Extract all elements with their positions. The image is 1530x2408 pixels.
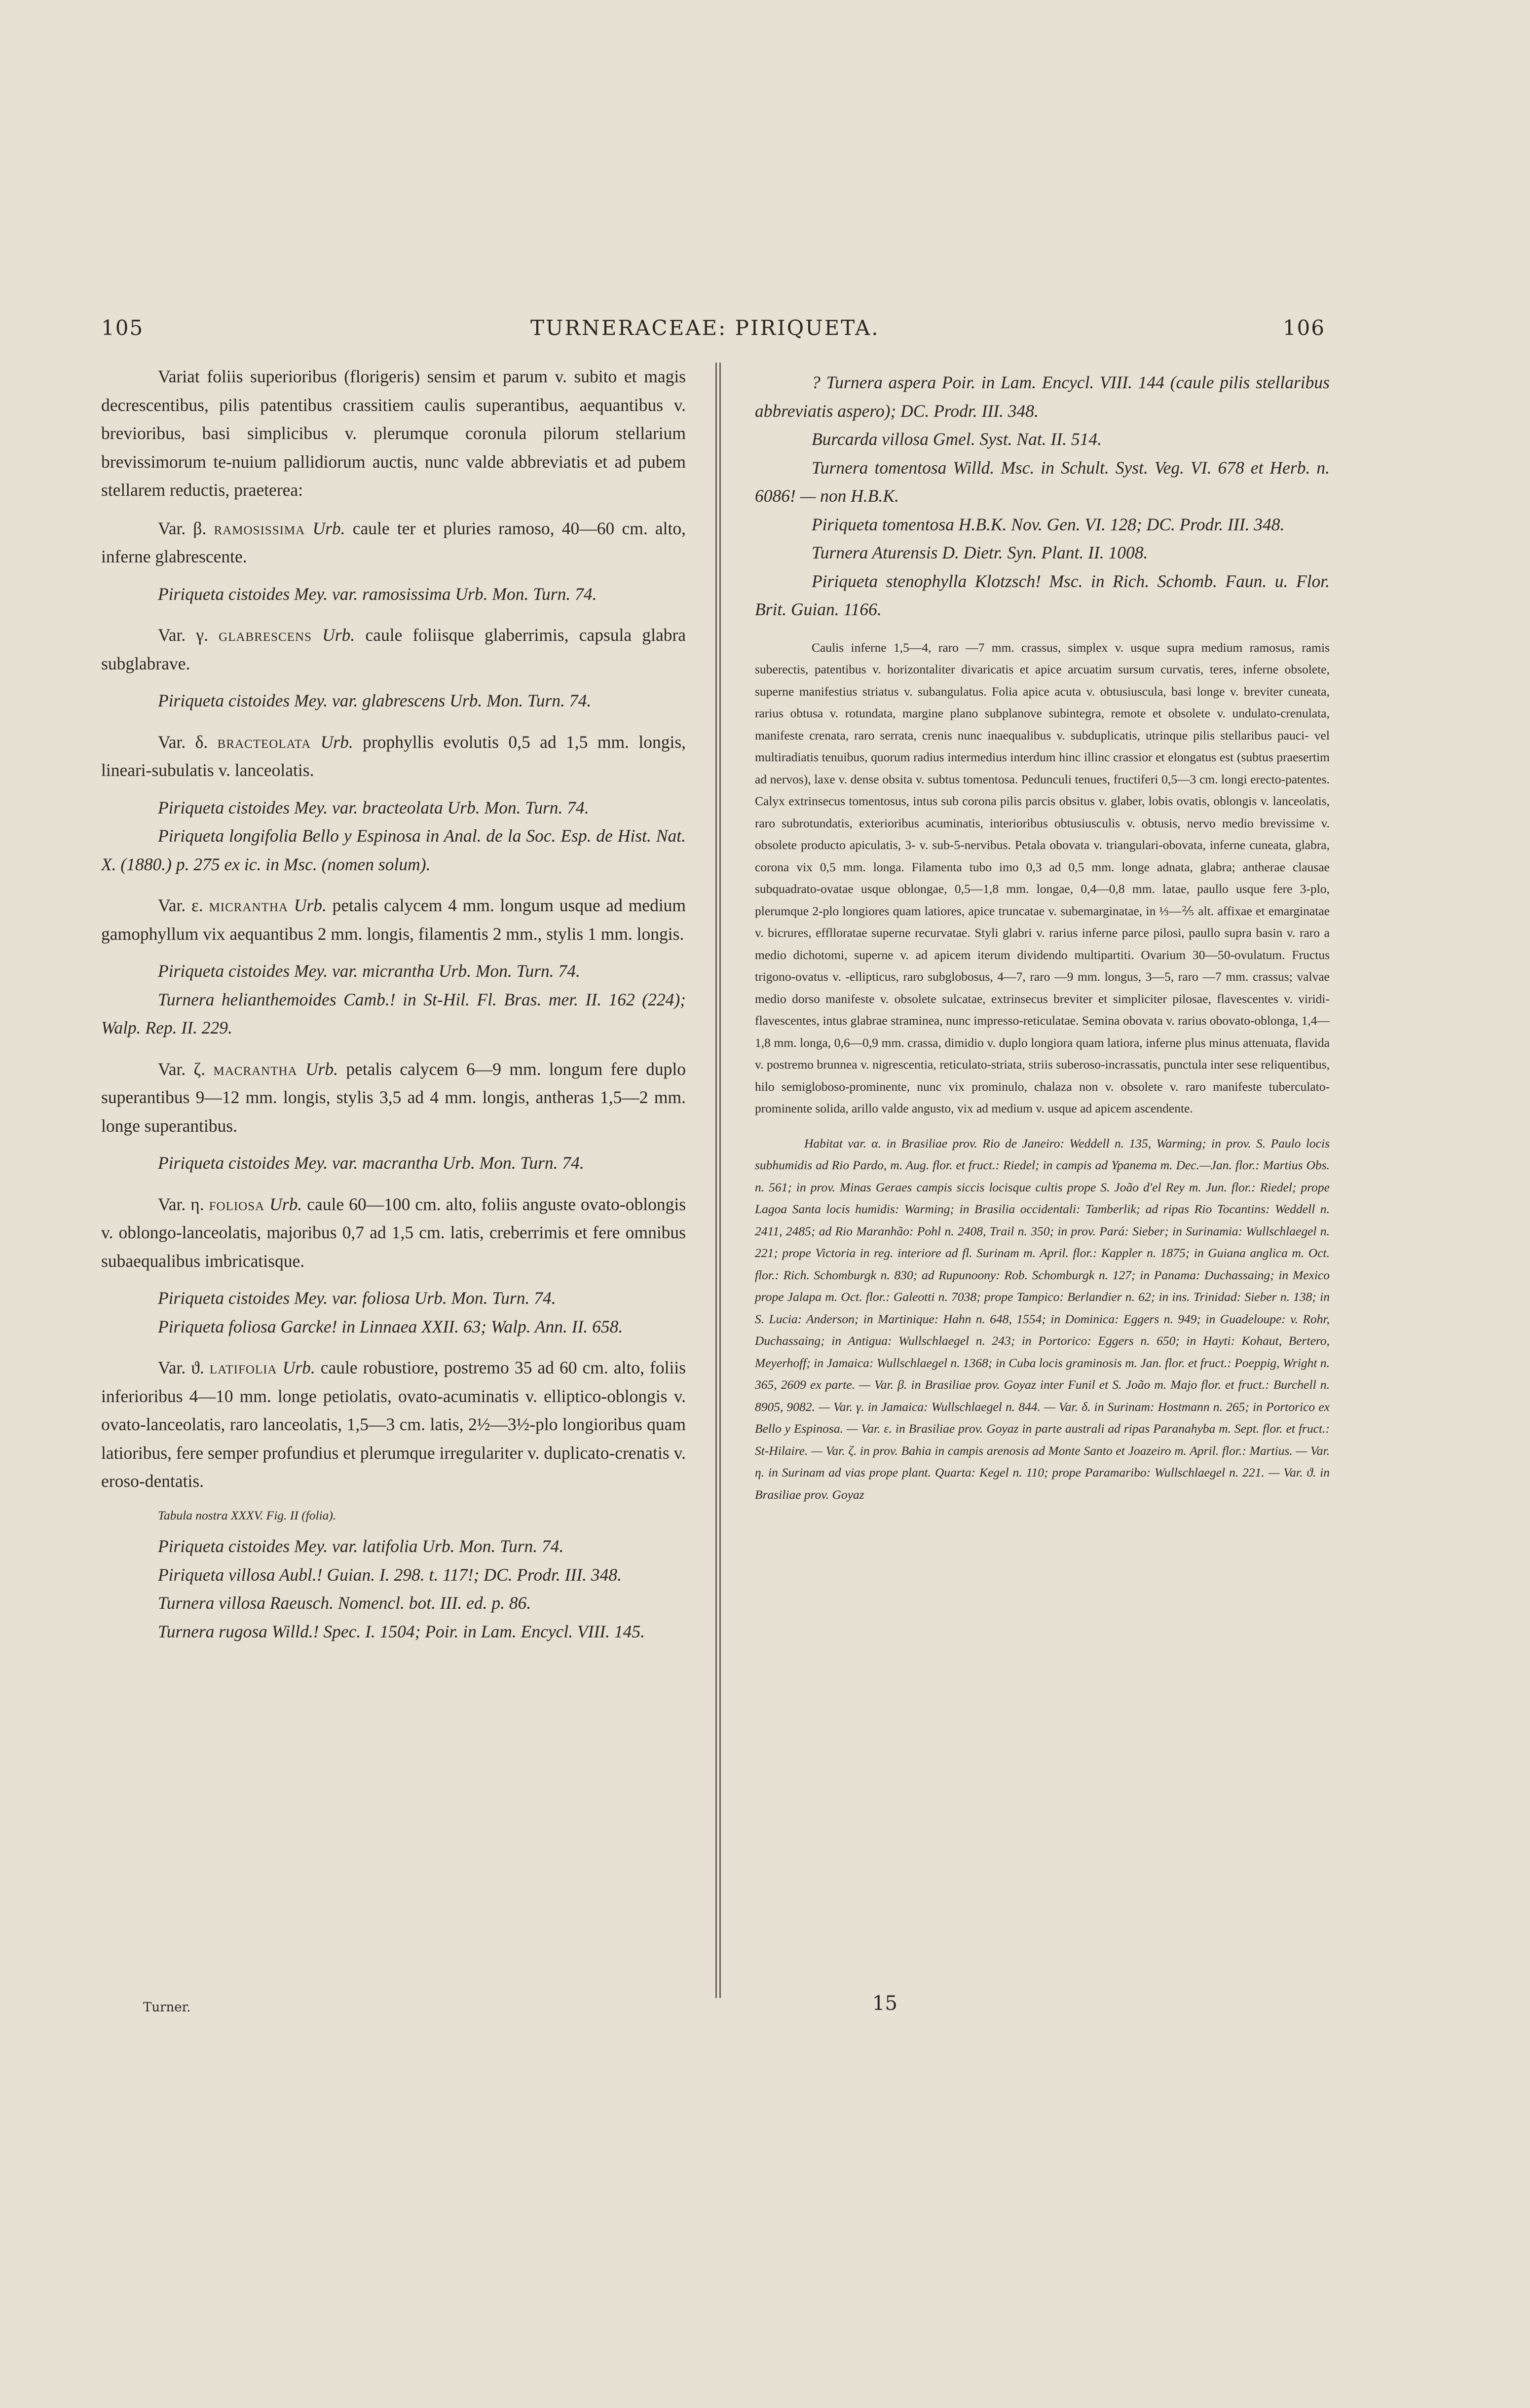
description-block <box>755 637 1330 1120</box>
description-paragraph: Caulis inferne 1,5—4, raro —7 mm. crassus, simplex v. usque supra medium ramosus, ramis suberectis, patentibus v. horizontaliter divaricatis et apice arcuatim sursum curvatis, teres, inferne obsolete, superne manifestius striatus v. subangulatus. Folia apice acuta v. obtusiuscula, basi longe v. breviter cuneata, rarius obtusa v. rotundata, margine plano subplanove subintegra, remote et obsolete v. undulato-crenulata, manifeste crenata, raro serrata, crenis nunc inaequalibus v. subduplicatis, utrinque pilis stellaribus pauci- vel multiradiatis tenuibus, quorum radius intermedius interdum hinc illinc crassior et elongatus est (subtus praesertim ad nervos), laxe v. dense obsita v. subtus tomentosa. Pedunculi tenues, fructiferi 0,5—3 cm. longi erecto-patentes. Calyx extrinsecus tomentosus, intus sub corona pilis parcis obsitus v. glaber, lobis ovatis, oblongis v. lanceolatis, raro subrotundatis, exterioribus acuminatis, interioribus obtusiusculis v. obtusis, nervo medio brevissime v. obsolete producto apiculatis, 3- v. sub-5-nervibus. Petala obovata v. triangulari-obovata, inferne cuneata, glabra, corona vix 0,5 mm. longa. Filamenta tubo imo 0,3 ad 0,5 mm. longe adnata, glabra; antherae clausae subquadrato-ovatae usque oblongae, 0,5—1,8 mm. longae, 0,4—0,8 mm. latae, paullo usque fere 3-plo, plerumque 2-plo longiores quam latiores, apice truncatae v. subemarginatae, in ⅓—⅖ alt. affixae et emarginatae v. bicrures, efflloratae superne recurvatae. Styli glabri v. rarius inferne parce pilosi, paullo supra basin v. raro a medio dichotomi, superne v. ad apicem iterum dividendo multipartiti. Ovarium 30—50-ovulatum. Fructus trigono-ovatus v. -ellipticus, raro subglobosus, 4—7, raro —9 mm. longus, 3—5, raro —7 mm. crassus; valvae medio dorso manifeste v. obsolete sulcatae, extrinsecus breviter et simpliciter pilosae, flavescentes v. viridi-flavescentes, intus glabrae straminea, nunc impresso-reticulatae. Semina obovata v. rarius obovato-oblonga, 1,4—1,8 mm. longa, 0,6—0,9 mm. crassa, dimidio v. duplo longiora quam latiora, inferne plus minus attenuata, flavida v. postremo brunnea v. nigrescentia, reticulato-striata, striis suberoso-incrassatis, punctula inter sese reliquentibus, hilo semigloboso-prominente, nunc vix prominulo, chalaza non v. obsolete v. raro manifeste tuberculato-prominente solida, arillo valde angusto, vix ad medium v. usque ad apicem ascendente. <box>755 640 1330 1115</box>
synonym-entry: Piriqueta cistoides Mey. var. foliosa Urb. Mon. Turn. 74. <box>158 1288 556 1308</box>
variety-paragraph <box>101 1190 686 1276</box>
synonym-entry: Piriqueta longifolia Bello y Espinosa in Anal. de la Soc. Esp. de Hist. Nat. X. (1880.) p. 275 ex ic. in Msc. (nomen solum). <box>101 826 686 874</box>
variety-name: macrantha <box>213 1059 298 1079</box>
synonym-entry: Turnera tomentosa Willd. Msc. in Schult. Syst. Veg. VI. 678 et Herb. n. 6086! — non H.B.K. <box>755 457 1330 506</box>
synonym-entry: Turnera helianthemoides Camb.! in St-Hil. Fl. Bras. mer. II. 162 (224); Walp. Rep. II. 229. <box>101 989 686 1037</box>
plate-reference: Tabula nostra XXXV. Fig. II (folia). <box>158 1508 336 1522</box>
variety-description: caule foliisque glaberrimis, capsula glabra subglabrave. <box>101 625 686 673</box>
variety-author: Urb. <box>294 895 327 915</box>
synonym-list <box>755 369 1330 624</box>
variety-letter: Var. ε. <box>158 895 203 915</box>
varieties-list <box>101 515 686 1646</box>
variety-synonyms <box>101 580 686 609</box>
variety-description: caule robustiore, postremo 35 ad 60 cm. alto, foliis inferioribus 4—10 mm. longe petiolatis, ovato-acuminatis v. elliptico-oblongis v. ovato-lanceolatis, raro lanceolatis, 1,5—3 cm. latis, 2½—3½-plo longioribus quam latioribus, fere semper profundius et plerumque irregulariter v. duplicato-crenatis v. eroso-dentatis. <box>101 1358 686 1491</box>
variety-name: glabrescens <box>219 625 312 645</box>
variety-description: petalis calycem 6—9 mm. longum fere duplo superantibus 9—12 mm. longis, stylis 3,5 ad 4 mm. longis, antheras 1,5—2 mm. longe superantibus. <box>101 1059 686 1136</box>
variety-synonyms <box>101 1149 686 1178</box>
variety-description: prophyllis evolutis 0,5 ad 1,5 mm. longis, lineari-subulatis v. lanceolatis. <box>101 732 686 780</box>
synonym-entry: Piriqueta cistoides Mey. var. glabrescens Urb. Mon. Turn. 74. <box>158 691 592 710</box>
right-column <box>755 363 1330 1515</box>
variety-name: ramosissima <box>214 518 305 538</box>
intro-paragraph: Variat foliis superioribus (florigeris) sensim et parum v. subito et magis decrescentibus, pilis patentibus crassitiem caulis superantibus, aequantibus v. brevioribus, basi simplicibus v. plerumque coronula pilorum stellarium brevissimorum te-nuium pallidiorum auctis, nunc valde abbreviatis et ad pubem stellarem reductis, praeterea: <box>101 367 686 500</box>
synonym-entry: Piriqueta stenophylla Klotzsch! Msc. in Rich. Schomb. Faun. u. Flor. Brit. Guian. 1166. <box>755 571 1330 619</box>
variety-synonyms <box>101 1505 686 1646</box>
variety-paragraph <box>101 1055 686 1141</box>
footer-printer: Turner. <box>143 2000 191 2015</box>
variety-synonyms <box>101 794 686 879</box>
habitat-paragraph: Habitat var. α. in Brasiliae prov. Rio de Janeiro: Weddell n. 135, Warming; in prov. S. Paulo locis subhumidis ad Rio Pardo, m. Aug. flor. et fruct.: Riedel; in campis ad Ypanema m. Dec.—Jan. flor.: Martius Obs. n. 561; in prov. Minas Geraes campis siccis locisque cultis prope S. João d'el Rey m. Jun. flor.: Riedel; prope Lagoa Santa locis humidis: Warming; in Brasilia occidentali: Tamberlik; ad ripas Rio Tocantins: Weddell n. 2411, 2485; ad Rio Maranhão: Pohl n. 2408, Trail n. 350; in prov. Pará: Sieber; in Surinamia: Wullschlaegel n. 221; prope Victoria in reg. interiore ad fl. Surinam m. April. flor.: Kappler n. 1875; in Guiana anglica m. Oct. flor.: Rich. Schomburgk n. 830; ad Rupunoony: Rob. Schomburgk n. 127; in Panama: Duchassaing; in Mexico prope Jalapa m. Oct. flor.: Galeotti n. 7038; prope Tampico: Berlandier n. 62; in ins. Trinidad: Sieber n. 138; in S. Lucia: Anderson; in Martinique: Hahn n. 648, 1554; in Dominica: Eggers n. 949; in Guadeloupe: v. Rohr, Duchassaing; in Antigua: Wullschlaegel n. 243; in Portorico: Eggers n. 650; in Hayti: Kohaut, Bertero, Meyerhoff; in Jamaica: Wullschlaegel n. 1368; in Cuba locis graminosis m. Jan. flor. et fruct.: Poeppig, Wright n. 365, 2609 ex parte. — Var. β. in Brasiliae prov. Goyaz inter Funil et S. João m. Majo flor. et fruct.: Burchell n. 8905, 9082. — Var. γ. in Jamaica: Wullschlaegel n. 844. — Var. δ. in Surinam: Hostmann n. 265; in Portorico ex Bello y Espinosa. — Var. ε. in Brasiliae prov. Goyaz in parte australi ad ripas Paranahyba m. Sept. flor. et fruct.: St-Hilaire. — Var. ζ. in prov. Bahia in campis arenosis ad Monte Santo et Joazeiro m. April. flor.: Martius. — Var. η. in Surinam ad vias prope plant. Quarta: Kegel n. 110; prope Paramaribo: Wullschlaegel n. 221. — Var. ϑ. in Brasiliae prov. Goyaz <box>755 1136 1330 1502</box>
running-title: TURNERACEAE: PIRIQUETA. <box>530 316 880 340</box>
variety-description: petalis calycem 4 mm. longum usque ad medium gamophyllum vix aequantibus 2 mm. longis, filamentis 2 mm., stylis 1 mm. longis. <box>101 895 686 944</box>
variety-name: latifolia <box>209 1358 277 1377</box>
synonym-entry: Piriqueta cistoides Mey. var. macrantha Urb. Mon. Turn. 74. <box>158 1153 584 1173</box>
variety-letter: Var. β. <box>158 518 207 538</box>
variety-letter: Var. ζ. <box>158 1059 206 1079</box>
synonym-entry: Turnera villosa Raeusch. Nomencl. bot. III. ed. p. 86. <box>158 1593 531 1613</box>
signature-mark: 15 <box>872 1992 897 2015</box>
column-divider-left <box>715 363 717 1998</box>
variety-description: caule 60—100 cm. alto, foliis anguste ovato-oblongis v. oblongo-lanceolatis, majoribus 0,7 ad 1,5 cm. latis, creberrimis et fere omnibus subaequalibus imbricatisque. <box>101 1194 686 1271</box>
synonym-entry: Turnera Aturensis D. Dietr. Syn. Plant. II. 1008. <box>812 543 1148 562</box>
variety-author: Urb. <box>269 1194 302 1214</box>
left-column <box>101 363 686 1659</box>
variety-author: Urb. <box>320 732 353 752</box>
synonym-entry: ? Turnera aspera Poir. in Lam. Encycl. VIII. 144 (caule pilis stellaribus abbreviatis aspero); DC. Prodr. III. 348. <box>755 372 1330 421</box>
variety-author: Urb. <box>305 1059 338 1079</box>
synonym-entry: Piriqueta cistoides Mey. var. bracteolata Urb. Mon. Turn. 74. <box>158 797 589 817</box>
synonym-entry: Burcarda villosa Gmel. Syst. Nat. II. 514. <box>812 429 1102 449</box>
variety-letter: Var. γ. <box>158 625 208 645</box>
synonym-entry: Piriqueta cistoides Mey. var. micrantha Urb. Mon. Turn. 74. <box>158 961 580 981</box>
synonym-entry: Piriqueta foliosa Garcke! in Linnaea XXII. 63; Walp. Ann. II. 658. <box>158 1316 623 1336</box>
variety-paragraph <box>101 621 686 678</box>
variety-paragraph <box>101 1354 686 1496</box>
page-number-left: 105 <box>101 316 144 340</box>
variety-paragraph <box>101 515 686 571</box>
synonym-entry: Piriqueta villosa Aubl.! Guian. I. 298. t. 117!; DC. Prodr. III. 348. <box>158 1564 622 1585</box>
page-number-right: 106 <box>1282 316 1325 340</box>
variety-letter: Var. ϑ. <box>158 1358 204 1377</box>
column-divider-right <box>719 363 721 1998</box>
variety-paragraph <box>101 728 686 785</box>
variety-name: micrantha <box>209 895 288 915</box>
variety-letter: Var. η. <box>158 1194 204 1214</box>
synonym-entry: Piriqueta cistoides Mey. var. ramosissima Urb. Mon. Turn. 74. <box>158 584 597 604</box>
variety-author: Urb. <box>282 1358 315 1377</box>
synonym-entry: Piriqueta tomentosa H.B.K. Nov. Gen. VI. 128; DC. Prodr. III. 348. <box>812 514 1285 534</box>
variety-author: Urb. <box>312 518 345 538</box>
variety-description: caule ter et pluries ramoso, 40—60 cm. alto, inferne glabrescente. <box>101 518 686 566</box>
variety-author: Urb. <box>322 625 355 645</box>
variety-paragraph <box>101 891 686 948</box>
variety-synonyms <box>101 957 686 1042</box>
synonym-entry: Piriqueta cistoides Mey. var. latifolia Urb. Mon. Turn. 74. <box>158 1536 564 1556</box>
variety-name: bracteolata <box>217 732 311 752</box>
variety-name: foliosa <box>209 1194 265 1214</box>
variety-letter: Var. δ. <box>158 732 208 752</box>
variety-synonyms <box>101 687 686 715</box>
variety-synonyms <box>101 1284 686 1341</box>
synonym-entry: Turnera rugosa Willd.! Spec. I. 1504; Poir. in Lam. Encycl. VIII. 145. <box>158 1621 645 1641</box>
